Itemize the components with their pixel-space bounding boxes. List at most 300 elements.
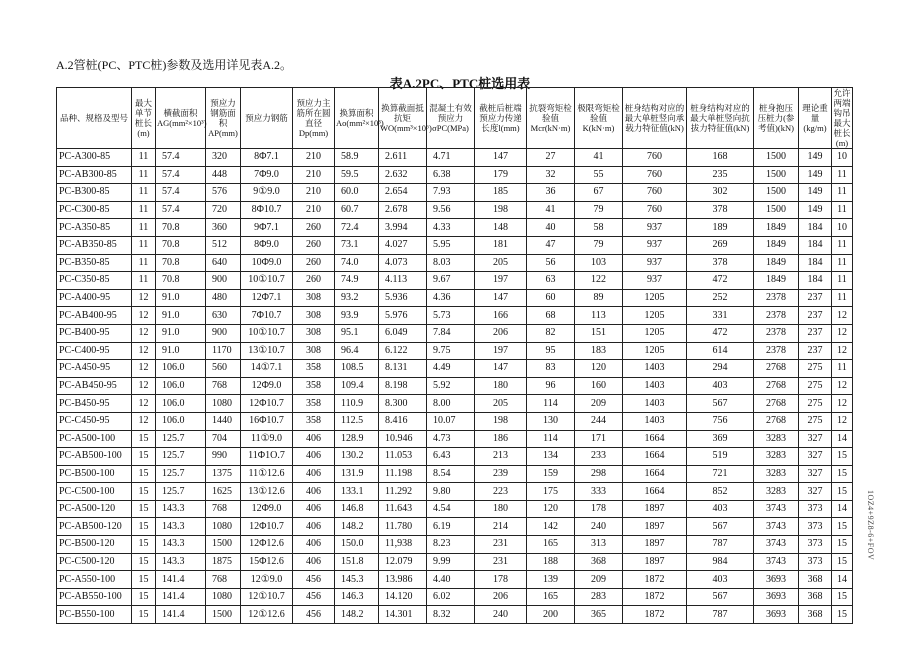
table-cell: 308 bbox=[293, 289, 335, 307]
table-cell: 768 bbox=[206, 500, 241, 518]
table-cell: 937 bbox=[623, 219, 687, 237]
table-cell: 406 bbox=[293, 536, 335, 554]
table-cell: 178 bbox=[575, 500, 623, 518]
table-cell: 1664 bbox=[623, 448, 687, 466]
table-cell: 3283 bbox=[754, 483, 799, 501]
table-cell: 406 bbox=[293, 465, 335, 483]
table-row bbox=[57, 430, 853, 448]
table-cell: 900 bbox=[206, 272, 241, 290]
table-cell: 209 bbox=[575, 395, 623, 413]
table-cell: 1872 bbox=[623, 571, 687, 589]
table-cell: 378 bbox=[687, 254, 754, 272]
model-cell: PC-AB350-85 bbox=[57, 236, 132, 254]
column-header: 允许两端钩吊最大桩长(m) bbox=[833, 88, 851, 148]
table-cell: 15 bbox=[132, 553, 156, 571]
table-cell: 11 bbox=[832, 254, 853, 272]
table-cell: 373 bbox=[799, 500, 832, 518]
table-cell: 406 bbox=[293, 483, 335, 501]
table-cell: 1403 bbox=[623, 395, 687, 413]
table-cell: 15 bbox=[132, 483, 156, 501]
table-cell: 327 bbox=[799, 448, 832, 466]
table-cell: 205 bbox=[475, 254, 527, 272]
table-cell: 27 bbox=[527, 149, 575, 167]
table-row bbox=[57, 448, 853, 466]
table-cell: 260 bbox=[293, 219, 335, 237]
table-cell: 13.986 bbox=[379, 571, 427, 589]
table-cell: 358 bbox=[293, 360, 335, 378]
table-cell: 1205 bbox=[623, 324, 687, 342]
table-cell: 108.5 bbox=[335, 360, 379, 378]
table-cell: 210 bbox=[293, 149, 335, 167]
table-cell: 937 bbox=[623, 272, 687, 290]
table-cell: 147 bbox=[475, 360, 527, 378]
table-cell: 181 bbox=[475, 236, 527, 254]
table-cell: 15 bbox=[832, 483, 853, 501]
table-cell: 130.2 bbox=[335, 448, 379, 466]
table-cell: 1897 bbox=[623, 518, 687, 536]
table-cell: 11 bbox=[832, 289, 853, 307]
table-cell: 3283 bbox=[754, 430, 799, 448]
table-cell: 11 bbox=[132, 166, 156, 184]
table-cell: 4.073 bbox=[379, 254, 427, 272]
table-cell: 1897 bbox=[623, 553, 687, 571]
table-cell: 70.8 bbox=[156, 254, 206, 272]
table-cell: 9Φ7.1 bbox=[241, 219, 293, 237]
table-cell: 3743 bbox=[754, 518, 799, 536]
table-cell: 1403 bbox=[623, 360, 687, 378]
table-cell: 188 bbox=[527, 553, 575, 571]
table-cell: 13①12.6 bbox=[241, 483, 293, 501]
table-cell: 5.936 bbox=[379, 289, 427, 307]
table-row bbox=[57, 219, 853, 237]
table-cell: 472 bbox=[687, 272, 754, 290]
table-cell: 67 bbox=[575, 184, 623, 202]
table-cell: 5.976 bbox=[379, 307, 427, 325]
table-cell: 74.9 bbox=[335, 272, 379, 290]
table-cell: 165 bbox=[527, 536, 575, 554]
table-body bbox=[57, 149, 853, 624]
model-cell: PC-A350-85 bbox=[57, 219, 132, 237]
table-cell: 184 bbox=[799, 254, 832, 272]
table-cell: 4.027 bbox=[379, 236, 427, 254]
model-cell: PC-B400-95 bbox=[57, 324, 132, 342]
table-cell: 237 bbox=[799, 324, 832, 342]
table-cell: 93.9 bbox=[335, 307, 379, 325]
table-cell: 331 bbox=[687, 307, 754, 325]
table-cell: 4.49 bbox=[427, 360, 475, 378]
table-cell: 10①10.7 bbox=[241, 324, 293, 342]
table-cell: 68 bbox=[527, 307, 575, 325]
table-cell: 480 bbox=[206, 289, 241, 307]
model-cell: PC-A400-95 bbox=[57, 289, 132, 307]
table-cell: 5.73 bbox=[427, 307, 475, 325]
table-cell: 96.4 bbox=[335, 342, 379, 360]
table-cell: 2768 bbox=[754, 360, 799, 378]
table-cell: 11.780 bbox=[379, 518, 427, 536]
table-cell: 130 bbox=[527, 412, 575, 430]
table-cell: 239 bbox=[475, 465, 527, 483]
table-cell: 1872 bbox=[623, 606, 687, 624]
table-cell: 1500 bbox=[754, 184, 799, 202]
table-cell: 185 bbox=[475, 184, 527, 202]
model-cell: PC-A550-100 bbox=[57, 571, 132, 589]
table-cell: 93.2 bbox=[335, 289, 379, 307]
table-cell: 166 bbox=[475, 307, 527, 325]
table-cell: 4.33 bbox=[427, 219, 475, 237]
table-cell: 15 bbox=[832, 518, 853, 536]
table-cell: 1500 bbox=[754, 149, 799, 167]
column-header: 换算截面抵抗矩WO(mm³×10⁶) bbox=[379, 88, 427, 149]
table-cell: 760 bbox=[623, 166, 687, 184]
model-cell: PC-C500-100 bbox=[57, 483, 132, 501]
table-cell: 8.198 bbox=[379, 377, 427, 395]
table-cell: 4.54 bbox=[427, 500, 475, 518]
table-cell: 109.4 bbox=[335, 377, 379, 395]
table-cell: 83 bbox=[527, 360, 575, 378]
table-cell: 57.4 bbox=[156, 201, 206, 219]
table-cell: 406 bbox=[293, 518, 335, 536]
table-cell: 11 bbox=[132, 254, 156, 272]
table-cell: 95.1 bbox=[335, 324, 379, 342]
table-cell: 2.611 bbox=[379, 149, 427, 167]
table-cell: 160 bbox=[575, 377, 623, 395]
table-cell: 6.049 bbox=[379, 324, 427, 342]
column-header: 桩身结构对应的最大单桩竖向抗拔力特征值(kN) bbox=[687, 88, 754, 149]
table-cell: 186 bbox=[475, 430, 527, 448]
table-cell: 70.8 bbox=[156, 272, 206, 290]
table-cell: 12 bbox=[132, 395, 156, 413]
table-cell: 240 bbox=[575, 518, 623, 536]
table-cell: 147 bbox=[475, 289, 527, 307]
table-cell: 358 bbox=[293, 412, 335, 430]
table-cell: 149 bbox=[799, 184, 832, 202]
table-cell: 333 bbox=[575, 483, 623, 501]
table-cell: 1849 bbox=[754, 219, 799, 237]
table-cell: 125.7 bbox=[156, 448, 206, 466]
table-cell: 567 bbox=[687, 395, 754, 413]
table-cell: 937 bbox=[623, 254, 687, 272]
table-cell: 6.38 bbox=[427, 166, 475, 184]
table-cell: 11 bbox=[132, 201, 156, 219]
table-cell: 4.36 bbox=[427, 289, 475, 307]
table-row bbox=[57, 518, 853, 536]
table-cell: 2768 bbox=[754, 395, 799, 413]
table-cell: 41 bbox=[575, 149, 623, 167]
table-cell: 149 bbox=[799, 149, 832, 167]
pile-spec-table bbox=[56, 87, 853, 624]
table-cell: 327 bbox=[799, 465, 832, 483]
table-cell: 59.5 bbox=[335, 166, 379, 184]
table-cell: 58 bbox=[575, 219, 623, 237]
table-cell: 210 bbox=[293, 166, 335, 184]
table-cell: 12 bbox=[132, 307, 156, 325]
table-cell: 9.75 bbox=[427, 342, 475, 360]
table-cell: 1897 bbox=[623, 536, 687, 554]
table-cell: 10.07 bbox=[427, 412, 475, 430]
table-cell: 9①9.0 bbox=[241, 184, 293, 202]
table-cell: 11.198 bbox=[379, 465, 427, 483]
table-cell: 11①9.0 bbox=[241, 430, 293, 448]
table-cell: 14 bbox=[832, 500, 853, 518]
column-header: 桩身结构对应的最大单桩竖向承载力特征值(kN) bbox=[623, 88, 687, 149]
table-cell: 233 bbox=[575, 448, 623, 466]
table-cell: 519 bbox=[687, 448, 754, 466]
table-cell: 60.7 bbox=[335, 201, 379, 219]
table-cell: 8.00 bbox=[427, 395, 475, 413]
table-cell: 91.0 bbox=[156, 289, 206, 307]
table-cell: 125.7 bbox=[156, 430, 206, 448]
table-cell: 1664 bbox=[623, 465, 687, 483]
table-cell: 704 bbox=[206, 430, 241, 448]
table-cell: 13①10.7 bbox=[241, 342, 293, 360]
table-cell: 12Φ9.0 bbox=[241, 377, 293, 395]
table-cell: 11 bbox=[132, 219, 156, 237]
table-cell: 3283 bbox=[754, 448, 799, 466]
table-cell: 456 bbox=[293, 571, 335, 589]
model-cell: PC-AB550-100 bbox=[57, 588, 132, 606]
table-cell: 1080 bbox=[206, 395, 241, 413]
table-cell: 3.994 bbox=[379, 219, 427, 237]
table-cell: 630 bbox=[206, 307, 241, 325]
table-row bbox=[57, 571, 853, 589]
table-cell: 406 bbox=[293, 500, 335, 518]
table-cell: 252 bbox=[687, 289, 754, 307]
table-cell: 990 bbox=[206, 448, 241, 466]
table-cell: 5.92 bbox=[427, 377, 475, 395]
table-cell: 131.9 bbox=[335, 465, 379, 483]
table-cell: 8.416 bbox=[379, 412, 427, 430]
table-row bbox=[57, 360, 853, 378]
table-cell: 151.8 bbox=[335, 553, 379, 571]
table-cell: 1375 bbox=[206, 465, 241, 483]
table-cell: 11 bbox=[132, 184, 156, 202]
table-cell: 327 bbox=[799, 430, 832, 448]
table-row bbox=[57, 395, 853, 413]
table-cell: 8.300 bbox=[379, 395, 427, 413]
table-cell: 70.8 bbox=[156, 219, 206, 237]
table-cell: 159 bbox=[527, 465, 575, 483]
table-cell: 720 bbox=[206, 201, 241, 219]
table-cell: 1500 bbox=[206, 606, 241, 624]
model-cell: PC-B350-85 bbox=[57, 254, 132, 272]
table-cell: 1849 bbox=[754, 236, 799, 254]
column-header: 品种、规格及型号 bbox=[57, 88, 132, 149]
table-cell: 209 bbox=[575, 571, 623, 589]
side-page-note: 1OZ4+9Z8-6+FOV bbox=[866, 490, 875, 561]
table-cell: 175 bbox=[527, 483, 575, 501]
table-cell: 2.678 bbox=[379, 201, 427, 219]
table-cell: 56 bbox=[527, 254, 575, 272]
table-cell: 55 bbox=[575, 166, 623, 184]
table-cell: 12.079 bbox=[379, 553, 427, 571]
table-cell: 8.23 bbox=[427, 536, 475, 554]
table-cell: 369 bbox=[687, 430, 754, 448]
model-cell: PC-AB450-95 bbox=[57, 377, 132, 395]
table-cell: 122 bbox=[575, 272, 623, 290]
table-cell: 327 bbox=[799, 483, 832, 501]
table-cell: 937 bbox=[623, 236, 687, 254]
table-cell: 205 bbox=[475, 395, 527, 413]
table-cell: 197 bbox=[475, 342, 527, 360]
table-cell: 12Φ10.7 bbox=[241, 395, 293, 413]
table-cell: 12 bbox=[132, 289, 156, 307]
table-cell: 150.0 bbox=[335, 536, 379, 554]
table-cell: 1849 bbox=[754, 272, 799, 290]
table-cell: 360 bbox=[206, 219, 241, 237]
table-cell: 1080 bbox=[206, 588, 241, 606]
model-cell: PC-AB400-95 bbox=[57, 307, 132, 325]
table-cell: 3283 bbox=[754, 465, 799, 483]
table-cell: 15 bbox=[832, 465, 853, 483]
table-cell: 15 bbox=[832, 553, 853, 571]
table-cell: 260 bbox=[293, 236, 335, 254]
table-cell: 456 bbox=[293, 606, 335, 624]
table-cell: 283 bbox=[575, 588, 623, 606]
column-header: 桩身抱压压桩力(参考值)(kN) bbox=[754, 88, 799, 149]
column-header: 横截面积AG(mm²×10³) bbox=[156, 88, 206, 149]
table-cell: 143.3 bbox=[156, 553, 206, 571]
intro-text: A.2管桩(PC、PTC桩)参数及选用详见表A.2。 bbox=[56, 58, 293, 72]
table-cell: 12 bbox=[132, 412, 156, 430]
table-cell: 11 bbox=[132, 236, 156, 254]
table-cell: 275 bbox=[799, 377, 832, 395]
table-cell: 198 bbox=[475, 412, 527, 430]
table-cell: 373 bbox=[799, 536, 832, 554]
table-row bbox=[57, 289, 853, 307]
table-cell: 12Φ12.6 bbox=[241, 536, 293, 554]
table-cell: 358 bbox=[293, 377, 335, 395]
table-cell: 768 bbox=[206, 377, 241, 395]
table-cell: 15 bbox=[132, 536, 156, 554]
table-cell: 12 bbox=[832, 342, 853, 360]
table-cell: 1403 bbox=[623, 377, 687, 395]
table-cell: 406 bbox=[293, 448, 335, 466]
table-cell: 57.4 bbox=[156, 184, 206, 202]
table-cell: 40 bbox=[527, 219, 575, 237]
table-cell: 721 bbox=[687, 465, 754, 483]
table-row bbox=[57, 149, 853, 167]
table-cell: 11 bbox=[132, 149, 156, 167]
table-cell: 12 bbox=[132, 377, 156, 395]
table-cell: 114 bbox=[527, 395, 575, 413]
table-row bbox=[57, 412, 853, 430]
table-cell: 12①12.6 bbox=[241, 606, 293, 624]
column-header: 预应力钢筋面积AP(mm) bbox=[206, 88, 241, 149]
table-cell: 368 bbox=[799, 571, 832, 589]
table-cell: 365 bbox=[575, 606, 623, 624]
table-cell: 787 bbox=[687, 606, 754, 624]
table-cell: 512 bbox=[206, 236, 241, 254]
table-cell: 171 bbox=[575, 430, 623, 448]
table-cell: 5.95 bbox=[427, 236, 475, 254]
column-header: 混凝土有效预应力σPC(MPa) bbox=[427, 88, 475, 149]
table-row bbox=[57, 272, 853, 290]
table-cell: 41 bbox=[527, 201, 575, 219]
model-cell: PC-B450-95 bbox=[57, 395, 132, 413]
table-cell: 576 bbox=[206, 184, 241, 202]
table-cell: 106.0 bbox=[156, 395, 206, 413]
table-cell: 14.120 bbox=[379, 588, 427, 606]
table-cell: 198 bbox=[475, 201, 527, 219]
column-header: 极限弯矩检验值K(kN·m) bbox=[575, 88, 623, 149]
table-cell: 7Φ9.0 bbox=[241, 166, 293, 184]
table-cell: 2378 bbox=[754, 342, 799, 360]
table-cell: 275 bbox=[799, 395, 832, 413]
table-cell: 133.1 bbox=[335, 483, 379, 501]
table-cell: 9.80 bbox=[427, 483, 475, 501]
table-cell: 12Φ10.7 bbox=[241, 518, 293, 536]
table-cell: 6.02 bbox=[427, 588, 475, 606]
column-header: 抗裂弯矩检验值Mcr(kN·m) bbox=[527, 88, 575, 149]
table-row bbox=[57, 307, 853, 325]
table-row bbox=[57, 184, 853, 202]
table-cell: 237 bbox=[799, 307, 832, 325]
table-cell: 984 bbox=[687, 553, 754, 571]
model-cell: PC-C350-85 bbox=[57, 272, 132, 290]
table-cell: 73.1 bbox=[335, 236, 379, 254]
table-cell: 3743 bbox=[754, 500, 799, 518]
table-cell: 96 bbox=[527, 377, 575, 395]
table-cell: 4.113 bbox=[379, 272, 427, 290]
table-cell: 368 bbox=[575, 553, 623, 571]
table-cell: 1403 bbox=[623, 412, 687, 430]
table-row bbox=[57, 254, 853, 272]
table-cell: 113 bbox=[575, 307, 623, 325]
table-cell: 275 bbox=[799, 412, 832, 430]
table-cell: 11Φ1O.7 bbox=[241, 448, 293, 466]
table-cell: 237 bbox=[799, 342, 832, 360]
table-cell: 308 bbox=[293, 342, 335, 360]
table-cell: 3743 bbox=[754, 536, 799, 554]
table-cell: 14 bbox=[832, 571, 853, 589]
table-cell: 6.43 bbox=[427, 448, 475, 466]
table-cell: 11.292 bbox=[379, 483, 427, 501]
table-cell: 787 bbox=[687, 536, 754, 554]
model-cell: PC-B300-85 bbox=[57, 184, 132, 202]
table-cell: 180 bbox=[475, 500, 527, 518]
table-cell: 57.4 bbox=[156, 149, 206, 167]
table-cell: 147 bbox=[475, 149, 527, 167]
table-cell: 32 bbox=[527, 166, 575, 184]
table-row bbox=[57, 342, 853, 360]
table-cell: 11.643 bbox=[379, 500, 427, 518]
table-cell: 223 bbox=[475, 483, 527, 501]
table-cell: 1500 bbox=[754, 166, 799, 184]
table-cell: 403 bbox=[687, 571, 754, 589]
table-cell: 165 bbox=[527, 588, 575, 606]
table-cell: 269 bbox=[687, 236, 754, 254]
table-cell: 15 bbox=[132, 518, 156, 536]
table-cell: 9.99 bbox=[427, 553, 475, 571]
table-cell: 12 bbox=[832, 377, 853, 395]
table-cell: 373 bbox=[799, 518, 832, 536]
model-cell: PC-B500-120 bbox=[57, 536, 132, 554]
table-cell: 11①12.6 bbox=[241, 465, 293, 483]
table-cell: 60.0 bbox=[335, 184, 379, 202]
table-cell: 15 bbox=[132, 571, 156, 589]
table-cell: 1849 bbox=[754, 254, 799, 272]
table-cell: 91.0 bbox=[156, 307, 206, 325]
table-cell: 3693 bbox=[754, 588, 799, 606]
table-cell: 760 bbox=[623, 184, 687, 202]
table-cell: 14.301 bbox=[379, 606, 427, 624]
table-cell: 358 bbox=[293, 395, 335, 413]
table-cell: 320 bbox=[206, 149, 241, 167]
table-cell: 1440 bbox=[206, 412, 241, 430]
table-cell: 15 bbox=[832, 448, 853, 466]
table-cell: 11 bbox=[832, 360, 853, 378]
table-cell: 120 bbox=[527, 500, 575, 518]
